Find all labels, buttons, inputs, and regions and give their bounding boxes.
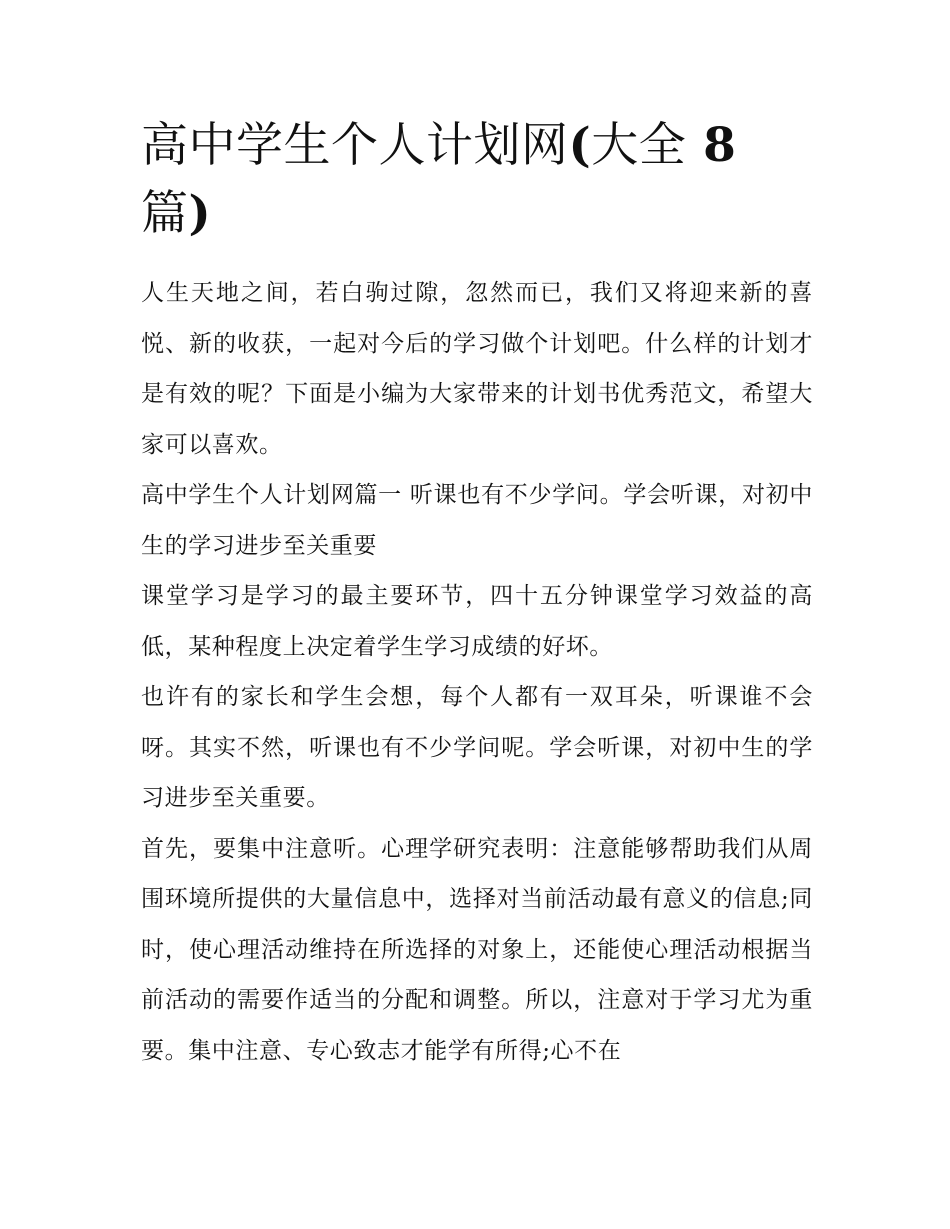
title-text-daquan: 大全 bbox=[591, 118, 687, 173]
paragraph-intro: 人生天地之间，若白驹过隙，忽然而已，我们又将迎来新的喜悦、新的收获，一起对今后的学习做个计划吧。什么样的计划才是有效的呢？下面是小编为大家带来的计划书优秀范文，希望大家可以喜欢。 bbox=[141, 280, 813, 458]
document-page bbox=[141, 112, 813, 1076]
document-title bbox=[141, 112, 813, 248]
paragraph-classroom: 课堂学习是学习的最主要环节，四十五分钟课堂学习效益的高低，某种程度上决定着学生学习成绩的好坏。 bbox=[141, 583, 813, 660]
paragraph-parents: 也许有的家长和学生会想，每个人都有一双耳朵，听课谁不会呀。其实不然，听课也有不少学问呢。学会听课，对初中生的学习进步至关重要。 bbox=[141, 684, 813, 811]
paragraph-attention: 首先，要集中注意听。心理学研究表明：注意能够帮助我们从周围环境所提供的大量信息中，选择对当前活动最有意义的信息;同时，使心理活动维持在所选择的对象上，还能使心理活动根据当前活动的需要作适当的分配和调整。所以，注意对于学习尤为重要。集中注意、专心致志才能学有所得;心不在 bbox=[141, 835, 813, 1064]
title-text: 高中学生个人计划网 bbox=[141, 118, 569, 173]
title-text-pian: 篇 bbox=[141, 186, 189, 241]
title-paren-close: ) bbox=[188, 186, 212, 241]
paragraph-section-heading: 高中学生个人计划网篇一 听课也有不少学问。学会听课，对初中生的学习进步至关重要 bbox=[141, 482, 813, 559]
title-paren-open: ( bbox=[568, 118, 592, 173]
title-number: 8 bbox=[686, 118, 737, 173]
